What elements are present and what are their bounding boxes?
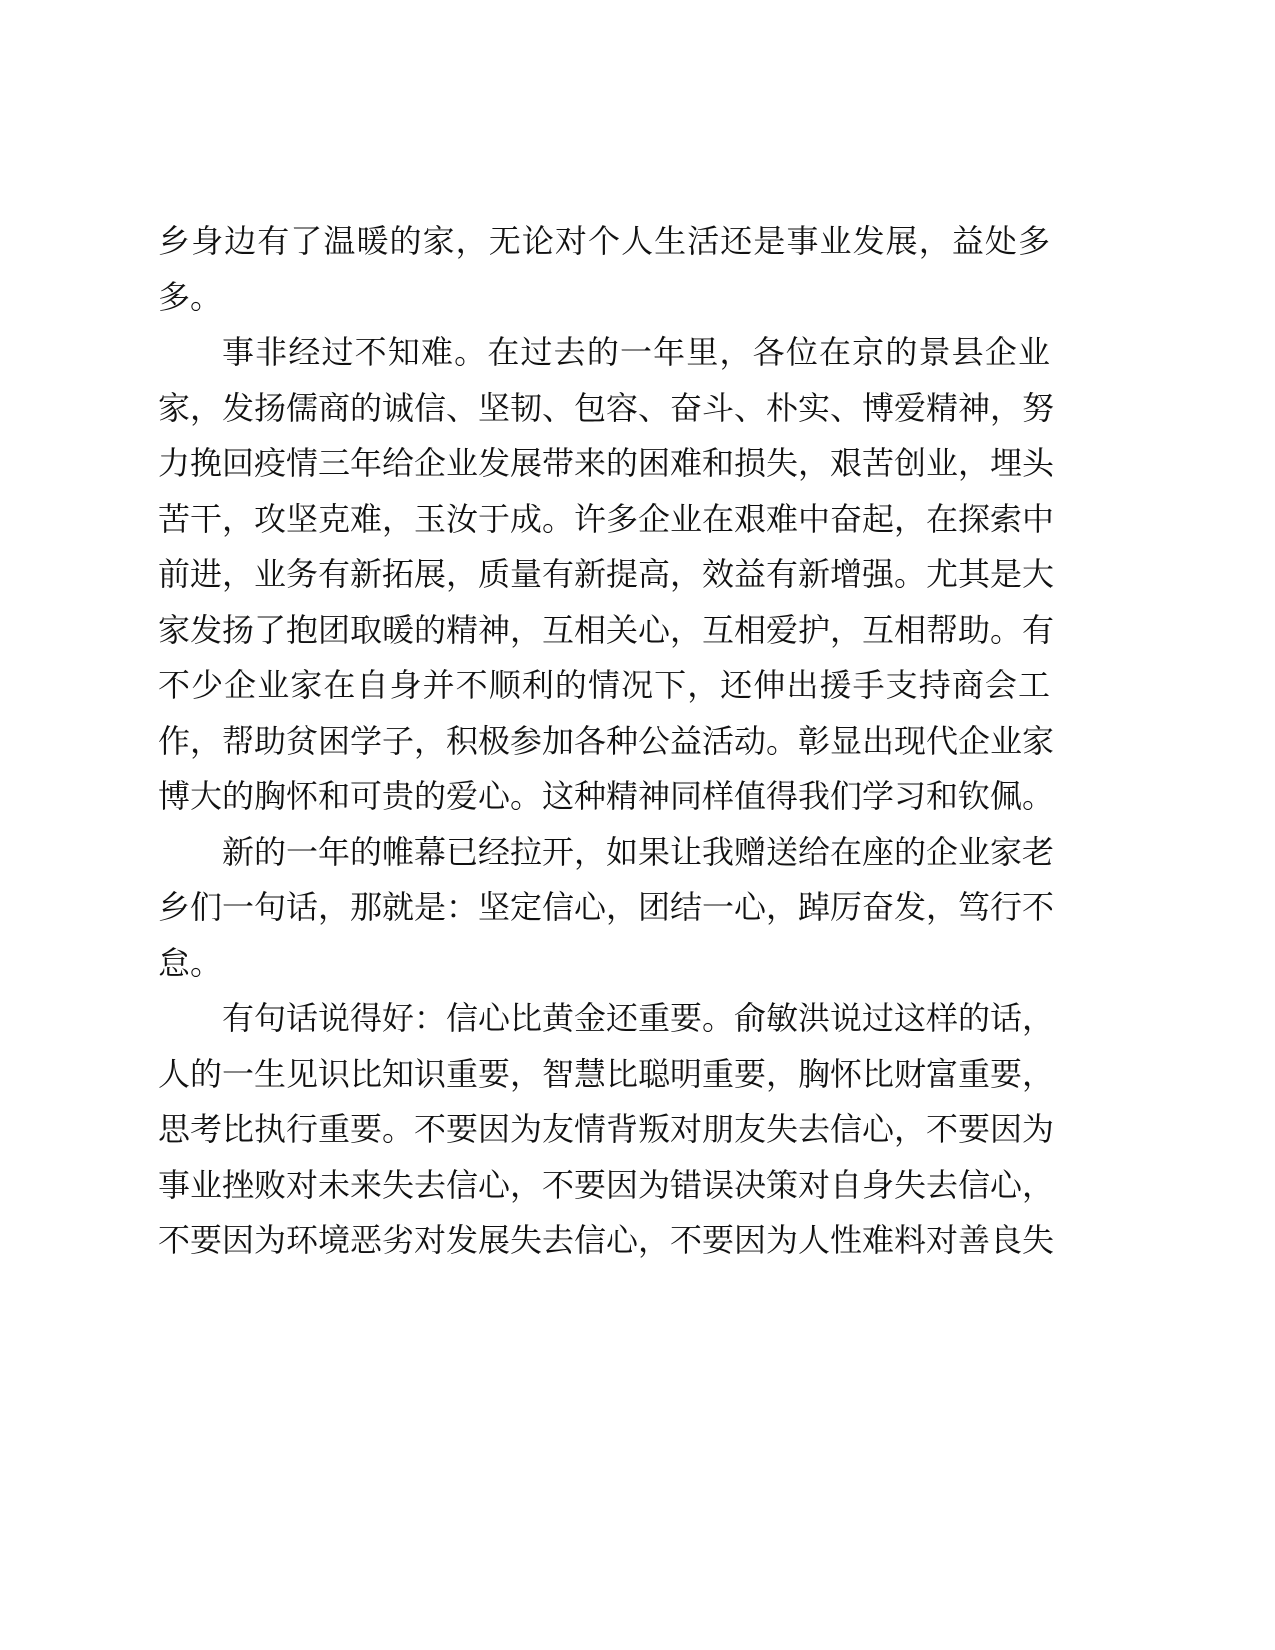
text-line: 事业挫败对未来失去信心，不要因为错误决策对自身失去信心， [158,1165,1055,1204]
body-text [158,214,1055,1269]
text-line: 家发扬了抱团取暖的精神，互相关心，互相爱护，互相帮助。有 [158,610,1055,649]
text-line: 乡身边有了温暖的家，无论对个人生活还是事业发展，益处多 [158,222,1050,260]
text-line: 怠。 [158,943,223,982]
text-line: 人的一生见识比知识重要，智慧比聪明重要，胸怀比财富重要， [158,1054,1055,1093]
text-line: 苦干，攻坚克难，玉汝于成。许多企业在艰难中奋起，在探索中 [158,499,1055,538]
text-line: 乡们一句话，那就是：坚定信心，团结一心，踔厉奋发，笃行不 [158,888,1055,926]
text-line: 多。 [158,277,223,316]
text-line: 作，帮助贫困学子，积极参加各种公益活动。彰显出现代企业家 [158,721,1055,760]
text-line: 力挽回疫情三年给企业发展带来的困难和损失，艰苦创业，埋头 [158,444,1055,482]
text-line: 有句话说得好：信心比黄金还重要。俞敏洪说过这样的话， [222,999,1055,1037]
text-line: 前进，业务有新拓展，质量有新提高，效益有新增强。尤其是大 [158,555,1055,593]
text-line: 事非经过不知难。在过去的一年里，各位在京的景县企业 [222,333,1050,371]
text-line: 不要因为环境恶劣对发展失去信心，不要因为人性难料对善良失 [158,1221,1055,1259]
text-line: 博大的胸怀和可贵的爱心。这种精神同样值得我们学习和钦佩。 [158,777,1055,815]
text-line: 家，发扬儒商的诚信、坚韧、包容、奋斗、朴实、博爱精神，努 [158,388,1055,427]
text-line: 思考比执行重要。不要因为友情背叛对朋友失去信心，不要因为 [158,1110,1055,1148]
text-line: 不少企业家在自身并不顺利的情况下，还伸出援手支持商会工 [158,666,1050,704]
text-line: 新的一年的帷幕已经拉开，如果让我赠送给在座的企业家老 [222,832,1055,871]
